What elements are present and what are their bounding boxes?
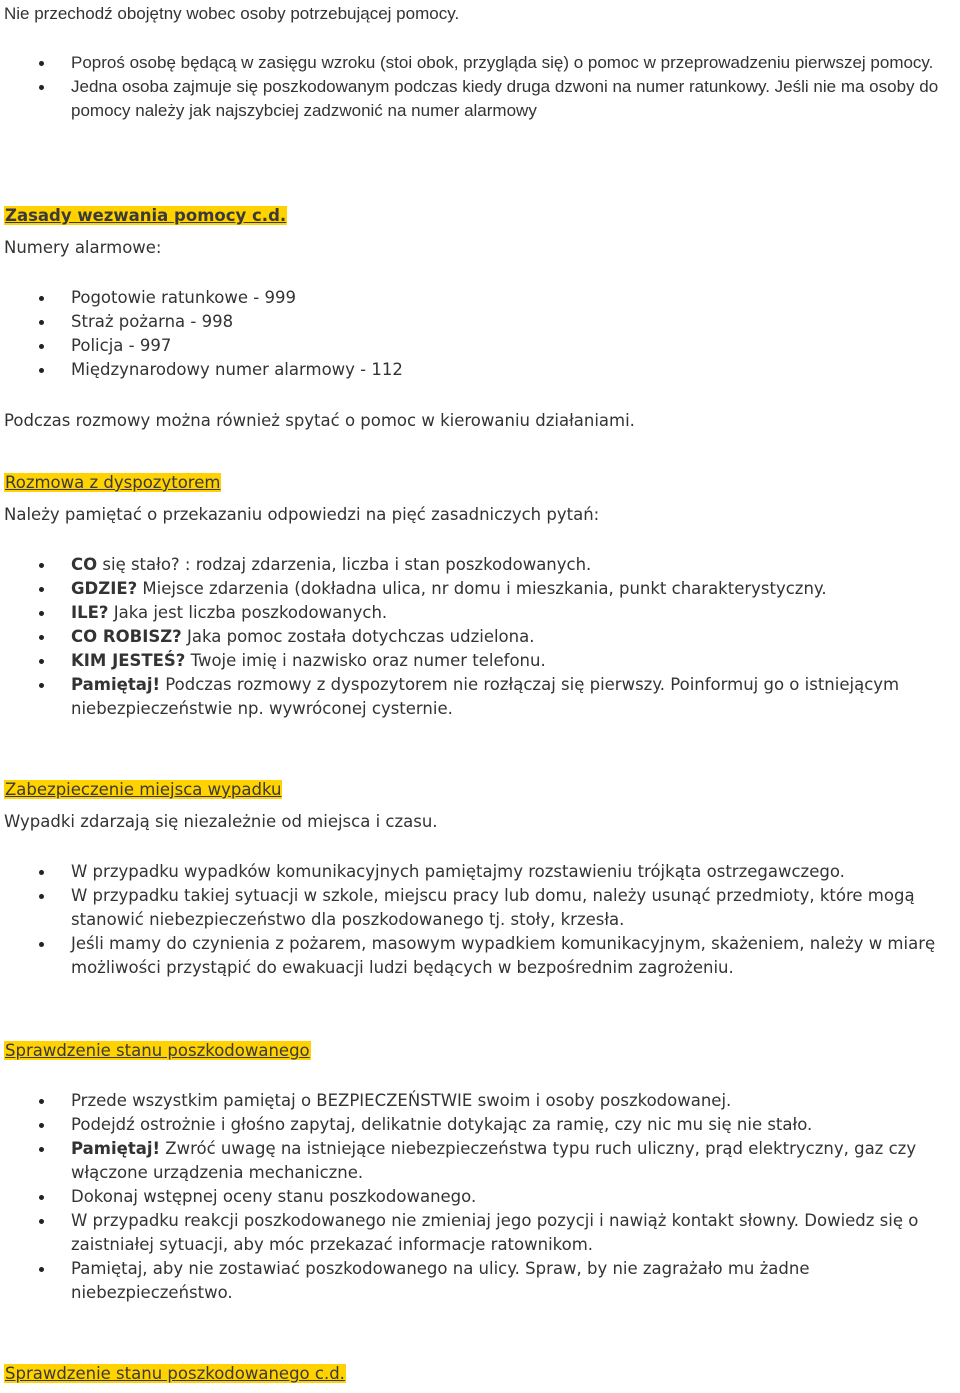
list-item: Jedna osoba zajmuje się poszkodowanym podczas kiedy druga dzwoni na numer ratunkowy. Jeśli nie ma osoby do pomocy należy jak najszybciej zadzwonić na numer alarmowy <box>0 75 960 123</box>
list-item: KIM JESTEŚ? Twoje imię i nazwisko oraz numer telefonu. <box>0 649 960 673</box>
section-title-check-victim-cont: Sprawdzenie stanu poszkodowanego c.d. <box>5 1364 345 1383</box>
list-item: W przypadku takiej sytuacji w szkole, miejscu pracy lub domu, należy usunąć przedmioty, które mogą stanowić niebezpieczeństwo dla poszkodowanego tj. stoły, krzesła. <box>0 884 960 932</box>
list-item: Poproś osobę będącą w zasięgu wzroku (stoi obok, przygląda się) o pomoc w przeprowadzeniu pierwszej pomocy. <box>0 51 960 75</box>
list-item: Międzynarodowy numer alarmowy - 112 <box>0 358 960 382</box>
list-item: Policja - 997 <box>0 334 960 358</box>
secure-scene-list <box>0 860 960 980</box>
section-title-secure-scene: Zabezpieczenie miejsca wypadku <box>5 780 282 799</box>
list-item: GDZIE? Miejsce zdarzenia (dokładna ulica, nr domu i mieszkania, punkt charakterystyczny. <box>0 577 960 601</box>
intro-heading: Nie przechodź obojętny wobec osoby potrzebującej pomocy. <box>4 4 460 23</box>
list-item: Pogotowie ratunkowe - 999 <box>0 286 960 310</box>
section-subtitle: Wypadki zdarzają się niezależnie od miejsca i czasu. <box>4 812 438 831</box>
list-item: Pamiętaj! Zwróć uwagę na istniejące niebezpieczeństwa typu ruch uliczny, prąd elektryczny, gaz czy włączone urządzenia mechaniczne. <box>0 1137 960 1185</box>
list-item: ILE? Jaka jest liczba poszkodowanych. <box>0 601 960 625</box>
list-item: Przede wszystkim pamiętaj o BEZPIECZEŃSTWIE swoim i osoby poszkodowanej. <box>0 1089 960 1113</box>
list-item: Pamiętaj! Podczas rozmowy z dyspozytorem nie rozłączaj się pierwszy. Poinformuj go o istniejącym niebezpieczeństwie np. wywróconej cysternie. <box>0 673 960 721</box>
list-item: Pamiętaj, aby nie zostawiać poszkodowanego na ulicy. Spraw, by nie zagrażało mu żadne niebezpieczeństwo. <box>0 1257 960 1305</box>
section-subtitle: Należy pamiętać o przekazaniu odpowiedzi na pięć zasadniczych pytań: <box>4 505 600 524</box>
list-item: CO się stało? : rodzaj zdarzenia, liczba i stan poszkodowanych. <box>0 553 960 577</box>
intro-list <box>0 51 960 123</box>
section-title-check-victim: Sprawdzenie stanu poszkodowanego <box>5 1041 310 1060</box>
section-title-alarm-rules: Zasady wezwania pomocy c.d. <box>5 206 287 225</box>
list-item: W przypadku wypadków komunikacyjnych pamiętajmy rozstawieniu trójkąta ostrzegawczego. <box>0 860 960 884</box>
section-title-dispatcher: Rozmowa z dyspozytorem <box>5 473 221 492</box>
list-item: CO ROBISZ? Jaka pomoc została dotychczas udzielona. <box>0 625 960 649</box>
section-subtitle: Numery alarmowe: <box>4 238 162 257</box>
list-item: Podejdź ostrożnie i głośno zapytaj, delikatnie dotykając za ramię, czy nic mu się nie stało. <box>0 1113 960 1137</box>
dispatcher-questions-list <box>0 553 960 721</box>
check-victim-list <box>0 1089 960 1305</box>
list-item: W przypadku reakcji poszkodowanego nie zmieniaj jego pozycji i nawiąż kontakt słowny. Dowiedz się o zaistniałej sytuacji, aby móc przekazać informacje ratownikom. <box>0 1209 960 1257</box>
alarm-numbers-list <box>0 286 960 382</box>
list-item: Dokonaj wstępnej oceny stanu poszkodowanego. <box>0 1185 960 1209</box>
section-footer: Podczas rozmowy można również spytać o pomoc w kierowaniu działaniami. <box>4 411 635 430</box>
list-item: Straż pożarna - 998 <box>0 310 960 334</box>
list-item: Jeśli mamy do czynienia z pożarem, masowym wypadkiem komunikacyjnym, skażeniem, należy w miarę możliwości przystąpić do ewakuacji ludzi będących w bezpośrednim zagrożeniu. <box>0 932 960 980</box>
